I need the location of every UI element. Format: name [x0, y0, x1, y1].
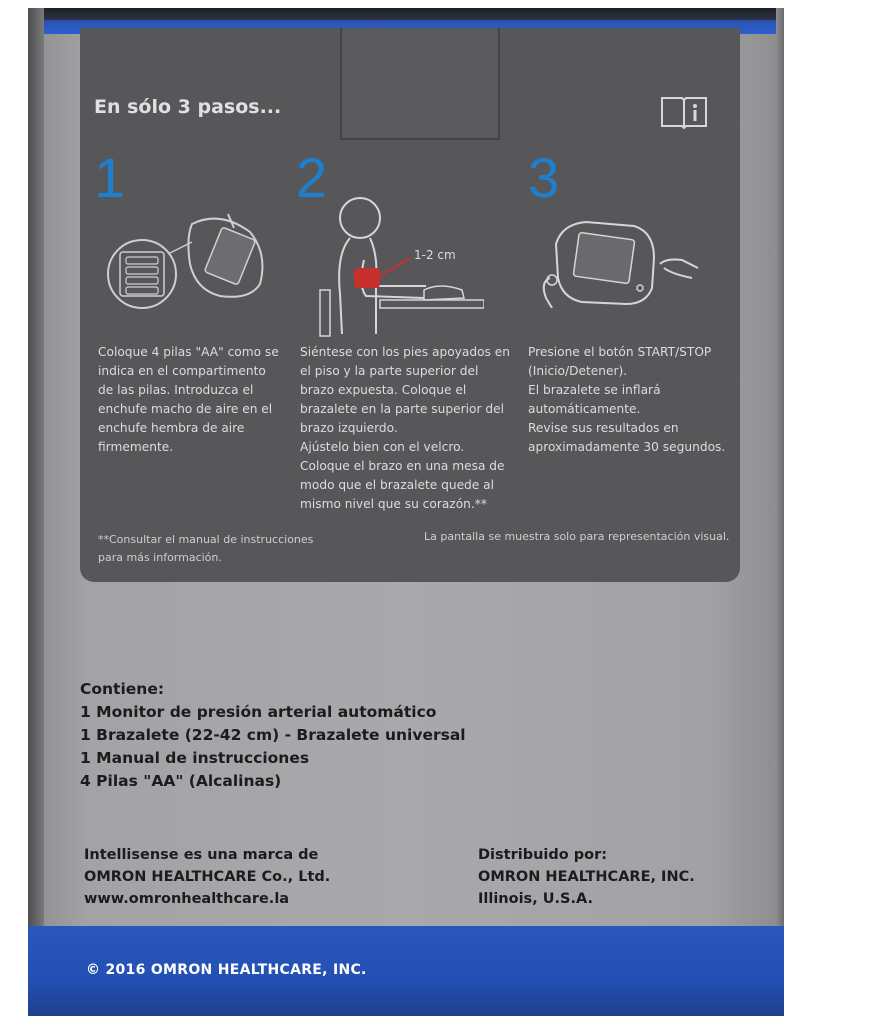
box-top-flap — [28, 8, 784, 20]
contents-item: 4 Pilas "AA" (Alcalinas) — [80, 772, 282, 790]
monitor-press-illustration — [542, 218, 702, 308]
footnote-manual: **Consultar el manual de instrucciones para más información. — [98, 533, 314, 564]
contents-title: Contiene: — [80, 680, 165, 698]
step-3-description: Presione el botón START/STOP (Inicio/Detener). El brazalete se inflará automáticamente. Revise sus resultados en aproximadamente 30 segundos. — [528, 345, 726, 454]
step-1-description: Coloque 4 pilas "AA" como se indica en el compartimento de las pilas. Introduzca el enchufe macho de aire en el enchufe hembra de aire firmemente. — [98, 345, 279, 454]
box-tab-flap — [340, 28, 500, 140]
distributor-credit: Distribuido por: OMRON HEALTHCARE, INC. Illinois, U.S.A. — [478, 847, 695, 907]
contents-item: 1 Brazalete (22-42 cm) - Brazalete universal — [80, 726, 466, 744]
manual-info-icon — [660, 94, 708, 130]
measure-label: 1-2 cm — [414, 248, 456, 262]
box-right-edge — [776, 8, 784, 1016]
seated-person-illustration — [314, 194, 484, 340]
step-number-3: 3 — [528, 146, 560, 209]
steps-heading: En sólo 3 pasos... — [94, 96, 282, 118]
footnote-display: La pantalla se muestra solo para representación visual. — [424, 530, 730, 543]
box-left-edge — [28, 8, 44, 1016]
trademark-credit: Intellisense es una marca de OMRON HEALTHCARE Co., Ltd. www.omronhealthcare.la — [84, 847, 331, 907]
step-number-2: 2 — [296, 146, 328, 209]
contents-item: 1 Monitor de presión arterial automático — [80, 703, 437, 721]
step-2-description: Siéntese con los pies apoyados en el piso y la parte superior del brazo expuesta. Coloque el brazalete en la parte superior del brazo izquierdo. Ajústelo bien con el velcro. Coloque el brazo en una mesa de modo que el brazalete quede al mismo nivel que su corazón.** — [300, 345, 510, 511]
battery-compartment-illustration — [100, 204, 272, 314]
product-box — [28, 8, 784, 1016]
step-number-1: 1 — [94, 146, 126, 209]
contents-list — [80, 678, 466, 793]
copyright-text: © 2016 OMRON HEALTHCARE, INC. — [86, 962, 367, 978]
contents-item: 1 Manual de instrucciones — [80, 749, 310, 767]
